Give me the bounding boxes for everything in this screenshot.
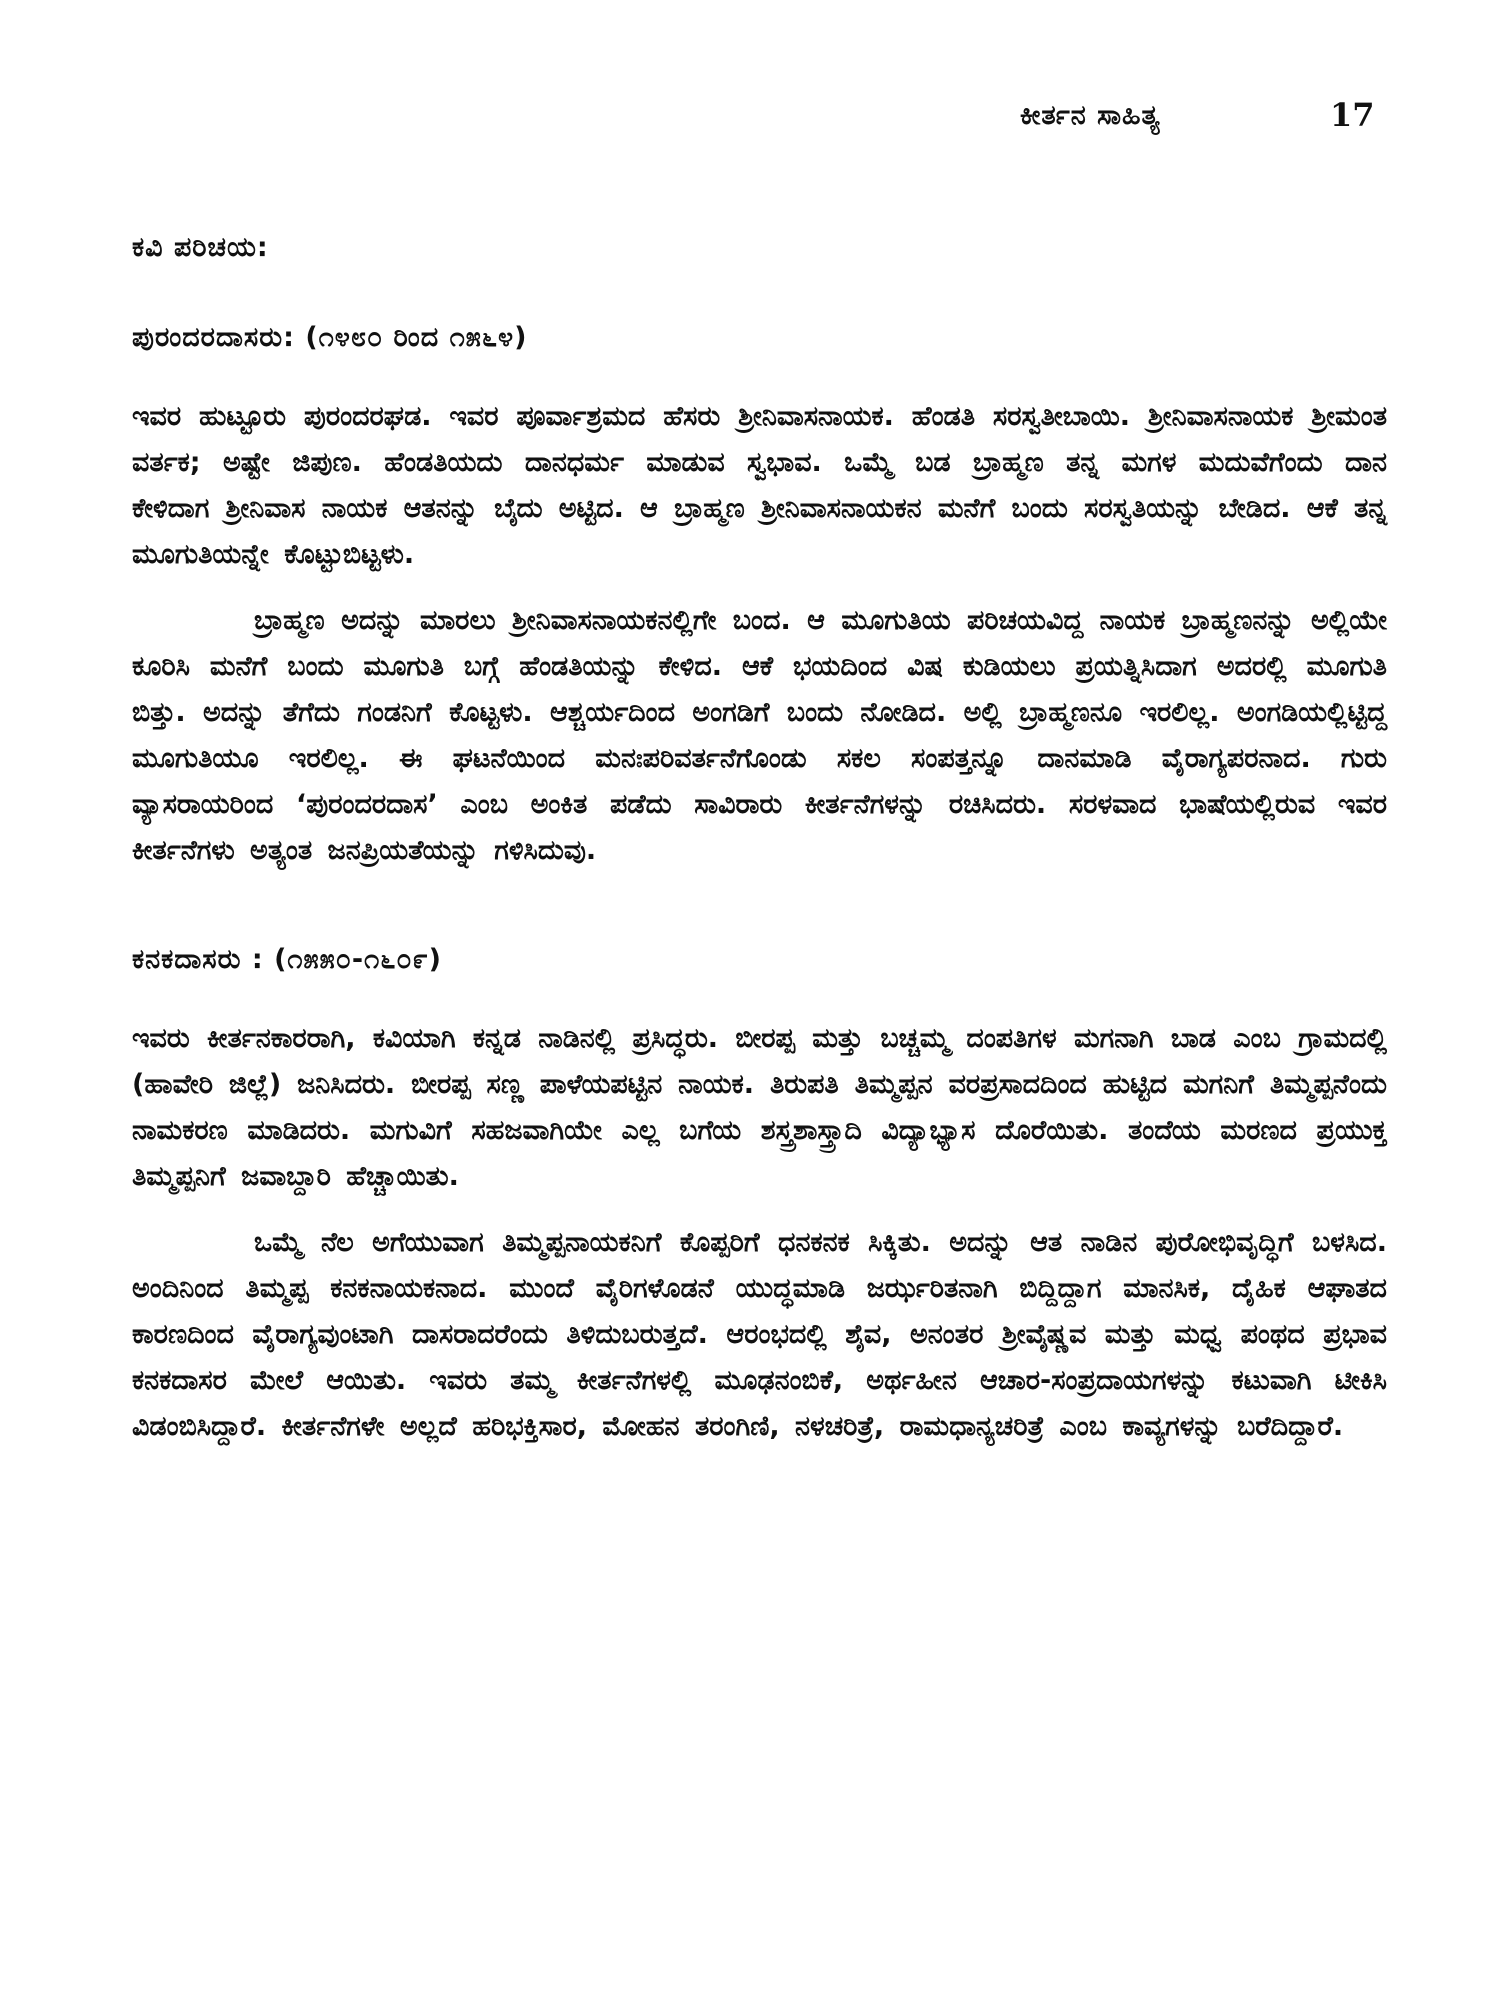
paragraph-purandaradasa-1: ಇವರ ಹುಟ್ಟೂರು ಪುರಂದರಘಡ. ಇವರ ಪೂರ್ವಾಶ್ರಮದ ಹೆಸರು ಶ್ರೀನಿವಾಸನಾಯಕ. ಹೆಂಡತಿ ಸರಸ್ವತೀಬಾಯಿ. ಶ್ರೀನಿವಾಸನಾಯಕ ಶ್ರೀಮಂತ ವರ್ತಕ; ಅಷ್ಟೇ ಜಿಪುಣ. ಹೆಂಡತಿಯದು ದಾನಧರ್ಮ ಮಾಡುವ ಸ್ವಭಾವ. ಒಮ್ಮೆ ಬಡ ಬ್ರಾಹ್ಮಣ ತನ್ನ ಮಗಳ ಮದುವೆಗೆಂದು ದಾನ ಕೇಳಿದಾಗ ಶ್ರೀನಿವಾಸ ನಾಯಕ ಆತನನ್ನು ಬೈದು ಅಟ್ಟಿದ. ಆ ಬ್ರಾಹ್ಮಣ ಶ್ರೀನಿವಾಸನಾಯಕನ ಮನೆಗೆ ಬಂದು ಸರಸ್ವತಿಯನ್ನು ಬೇಡಿದ. ಆಕೆ ತನ್ನ ಮೂಗುತಿಯನ್ನೇ ಕೊಟ್ಟುಬಿಟ್ಟಳು. — [132, 401, 1387, 570]
paragraph-purandaradasa-2: ಬ್ರಾಹ್ಮಣ ಅದನ್ನು ಮಾರಲು ಶ್ರೀನಿವಾಸನಾಯಕನಲ್ಲಿಗೇ ಬಂದ. ಆ ಮೂಗುತಿಯ ಪರಿಚಯವಿದ್ದ ನಾಯಕ ಬ್ರಾಹ್ಮಣನನ್ನು ಅಲ್ಲಿಯೇ ಕೂರಿಸಿ ಮನೆಗೆ ಬಂದು ಮೂಗುತಿ ಬಗ್ಗೆ ಹೆಂಡತಿಯನ್ನು ಕೇಳಿದ. ಆಕೆ ಭಯದಿಂದ ವಿಷ ಕುಡಿಯಲು ಪ್ರಯತ್ನಿಸಿದಾಗ ಅದರಲ್ಲಿ ಮೂಗುತಿ ಬಿತ್ತು. ಅದನ್ನು ತೆಗೆದು ಗಂಡನಿಗೆ ಕೊಟ್ಟಳು. ಆಶ್ಚರ್ಯದಿಂದ ಅಂಗಡಿಗೆ ಬಂದು ನೋಡಿದ. ಅಲ್ಲಿ ಬ್ರಾಹ್ಮಣನೂ ಇರಲಿಲ್ಲ. ಅಂಗಡಿಯಲ್ಲಿಟ್ಟಿದ್ದ ಮೂಗುತಿಯೂ ಇರಲಿಲ್ಲ. ಈ ಘಟನೆಯಿಂದ ಮನಃಪರಿವರ್ತನೆಗೊಂಡು ಸಕಲ ಸಂಪತ್ತನ್ನೂ ದಾನಮಾಡಿ ವೈರಾಗ್ಯಪರನಾದ. ಗುರು ವ್ಯಾಸರಾಯರಿಂದ ‘ಪುರಂದರದಾಸ’ ಎಂಬ ಅಂಕಿತ ಪಡೆದು ಸಾವಿರಾರು ಕೀರ್ತನೆಗಳನ್ನು ರಚಿಸಿದರು. ಸರಳವಾದ ಭಾಷೆಯಲ್ಲಿರುವ ಇವರ ಕೀರ್ತನೆಗಳು ಅತ್ಯಂತ ಜನಪ್ರಿಯತೆಯನ್ನು ಗಳಿಸಿದುವು. — [132, 605, 1387, 866]
section-heading-poet-introduction: ಕವಿ ಪರಿಚಯ: — [132, 232, 269, 263]
page-body — [132, 232, 1387, 1450]
section-heading-kanakadasa: ಕನಕದಾಸರು : (೧೫೫೦-೧೬೦೯) — [132, 944, 442, 975]
running-header-title: ಕೀರ್ತನ ಸಾಹಿತ್ಯ — [1020, 100, 1161, 131]
paragraph-kanakadasa-1: ಇವರು ಕೀರ್ತನಕಾರರಾಗಿ, ಕವಿಯಾಗಿ ಕನ್ನಡ ನಾಡಿನಲ್ಲಿ ಪ್ರಸಿದ್ಧರು. ಬೀರಪ್ಪ ಮತ್ತು ಬಚ್ಚಮ್ಮ ದಂಪತಿಗಳ ಮಗನಾಗಿ ಬಾಡ ಎಂಬ ಗ್ರಾಮದಲ್ಲಿ (ಹಾವೇರಿ ಜಿಲ್ಲೆ) ಜನಿಸಿದರು. ಬೀರಪ್ಪ ಸಣ್ಣ ಪಾಳೆಯಪಟ್ಟಿನ ನಾಯಕ. ತಿರುಪತಿ ತಿಮ್ಮಪ್ಪನ ವರಪ್ರಸಾದದಿಂದ ಹುಟ್ಟಿದ ಮಗನಿಗೆ ತಿಮ್ಮಪ್ಪನೆಂದು ನಾಮಕರಣ ಮಾಡಿದರು. ಮಗುವಿಗೆ ಸಹಜವಾಗಿಯೇ ಎಲ್ಲ ಬಗೆಯ ಶಸ್ತ್ರಶಾಸ್ತ್ರಾದಿ ವಿದ್ಯಾಭ್ಯಾಸ ದೊರೆಯಿತು. ತಂದೆಯ ಮರಣದ ಪ್ರಯುಕ್ತ ತಿಮ್ಮಪ್ಪನಿಗೆ ಜವಾಬ್ದಾರಿ ಹೆಚ್ಚಾಯಿತು. — [132, 1023, 1387, 1192]
section-heading-purandaradasa: ಪುರಂದರದಾಸರು: (೧೪೮೦ ರಿಂದ ೧೫೬೪) — [132, 322, 528, 353]
page-number: 17 — [1330, 96, 1375, 134]
paragraph-kanakadasa-2: ಒಮ್ಮೆ ನೆಲ ಅಗೆಯುವಾಗ ತಿಮ್ಮಪ್ಪನಾಯಕನಿಗೆ ಕೊಪ್ಪರಿಗೆ ಧನಕನಕ ಸಿಕ್ಕಿತು. ಅದನ್ನು ಆತ ನಾಡಿನ ಪುರೋಭಿವೃದ್ಧಿಗೆ ಬಳಸಿದ. ಅಂದಿನಿಂದ ತಿಮ್ಮಪ್ಪ ಕನಕನಾಯಕನಾದ. ಮುಂದೆ ವೈರಿಗಳೊಡನೆ ಯುದ್ಧಮಾಡಿ ಜರ್ಝರಿತನಾಗಿ ಬಿದ್ದಿದ್ದಾಗ ಮಾನಸಿಕ, ದೈಹಿಕ ಆಘಾತದ ಕಾರಣದಿಂದ ವೈರಾಗ್ಯವುಂಟಾಗಿ ದಾಸರಾದರೆಂದು ತಿಳಿದುಬರುತ್ತದೆ. ಆರಂಭದಲ್ಲಿ ಶೈವ, ಅನಂತರ ಶ್ರೀವೈಷ್ಣವ ಮತ್ತು ಮಧ್ವ ಪಂಥದ ಪ್ರಭಾವ ಕನಕದಾಸರ ಮೇಲೆ ಆಯಿತು. ಇವರು ತಮ್ಮ ಕೀರ್ತನೆಗಳಲ್ಲಿ ಮೂಢನಂಬಿಕೆ, ಅರ್ಥಹೀನ ಆಚಾರ-ಸಂಪ್ರದಾಯಗಳನ್ನು ಕಟುವಾಗಿ ಟೀಕಿಸಿ ವಿಡಂಬಿಸಿದ್ದಾರೆ. ಕೀರ್ತನೆಗಳೇ ಅಲ್ಲದೆ ಹರಿಭಕ್ತಿಸಾರ, ಮೋಹನ ತರಂಗಿಣಿ, ನಳಚರಿತ್ರೆ, ರಾಮಧಾನ್ಯಚರಿತ್ರೆ ಎಂಬ ಕಾವ್ಯಗಳನ್ನು ಬರೆದಿದ್ದಾರೆ. — [132, 1227, 1387, 1442]
